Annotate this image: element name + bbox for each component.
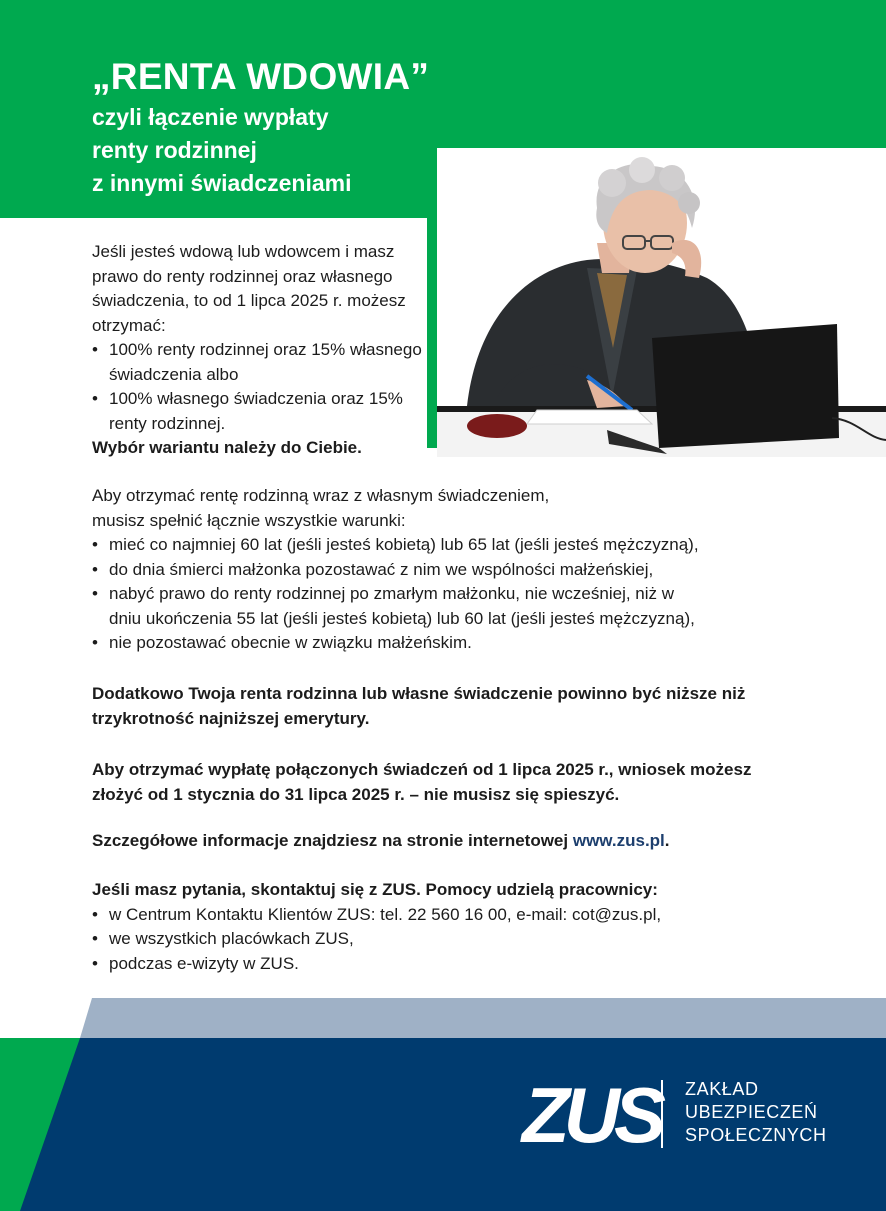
list-item: • w Centrum Kontaktu Klientów ZUS: tel. 22 560 16 00, e-mail: cot@zus.pl, xyxy=(92,903,812,928)
list-item: • we wszystkich placówkach ZUS, xyxy=(92,927,812,952)
zus-logo-icon xyxy=(522,1071,660,1159)
list-item: • podczas e-wizyty w ZUS. xyxy=(92,952,812,977)
income-limit-note: Dodatkowo Twoja renta rodzinna lub własne świadczenie powinno być niższe niż trzykrotność najniższej emerytury. xyxy=(92,684,746,728)
photo-illustration xyxy=(437,148,886,457)
logo-divider xyxy=(661,1080,663,1148)
application-deadline-note: Aby otrzymać wypłatę połączonych świadczeń od 1 lipca 2025 r., wniosek możesz złożyć od 1 stycznia do 31 lipca 2025 r. – nie musisz się spieszyć. xyxy=(92,760,752,804)
intro-text: Jeśli jesteś wdową lub wdowcem i masz prawo do renty rodzinnej oraz własnego świadczenia, to od 1 lipca 2025 r. możesz otrzymać: xyxy=(92,242,406,335)
info-end: . xyxy=(664,831,670,850)
list-item: • mieć co najmniej 60 lat (jeśli jesteś kobietą) lub 65 lat (jeśli jesteś mężczyzną), xyxy=(92,533,812,558)
conditions-list xyxy=(92,533,812,656)
intro-options-list xyxy=(92,338,432,436)
list-item: • nabyć prawo do renty rodzinnej po zmarłym małżonku, nie wcześniej, niż w dniu ukończenia 55 lat (jeśli jesteś kobietą) lub 60 lat (jeśli jesteś mężczyzną), xyxy=(92,582,699,631)
contact-heading: Jeśli masz pytania, skontaktuj się z ZUS. Pomocy udzielą pracownicy: xyxy=(92,880,658,899)
page-subtitle: czyli łączenie wypłaty renty rodzinnej z innymi świadczeniami xyxy=(92,104,352,196)
contact-section xyxy=(92,878,812,976)
website-link[interactable]: www.zus.pl xyxy=(572,831,665,850)
list-item: • nie pozostawać obecnie w związku małżeńskim. xyxy=(92,631,812,656)
info-text: Szczegółowe informacje znajdziesz na stronie internetowej xyxy=(92,831,573,850)
logo-text: ZAKŁAD UBEZPIECZEŃ SPOŁECZNYCH xyxy=(685,1079,827,1145)
page-title: „RENTA WDOWIA” xyxy=(92,56,430,97)
photo-woman-laptop xyxy=(437,148,886,457)
logo-mark-text: ZUS xyxy=(522,1071,660,1159)
contact-list xyxy=(92,903,812,977)
list-item: • 100% renty rodzinnej oraz 15% własnego świadczenia albo xyxy=(92,338,432,387)
conditions-section xyxy=(92,484,812,656)
conditions-text: Aby otrzymać rentę rodzinną wraz z własnym świadczeniem, musisz spełnić łącznie wszystkie warunki: xyxy=(92,486,550,530)
list-item: • 100% własnego świadczenia oraz 15% renty rodzinnej. xyxy=(92,387,432,436)
info-line xyxy=(92,829,812,854)
list-item: • do dnia śmierci małżonka pozostawać z nim we wspólności małżeńskiej, xyxy=(92,558,812,583)
intro-section xyxy=(92,240,432,461)
intro-choice: Wybór wariantu należy do Ciebie. xyxy=(92,438,362,457)
